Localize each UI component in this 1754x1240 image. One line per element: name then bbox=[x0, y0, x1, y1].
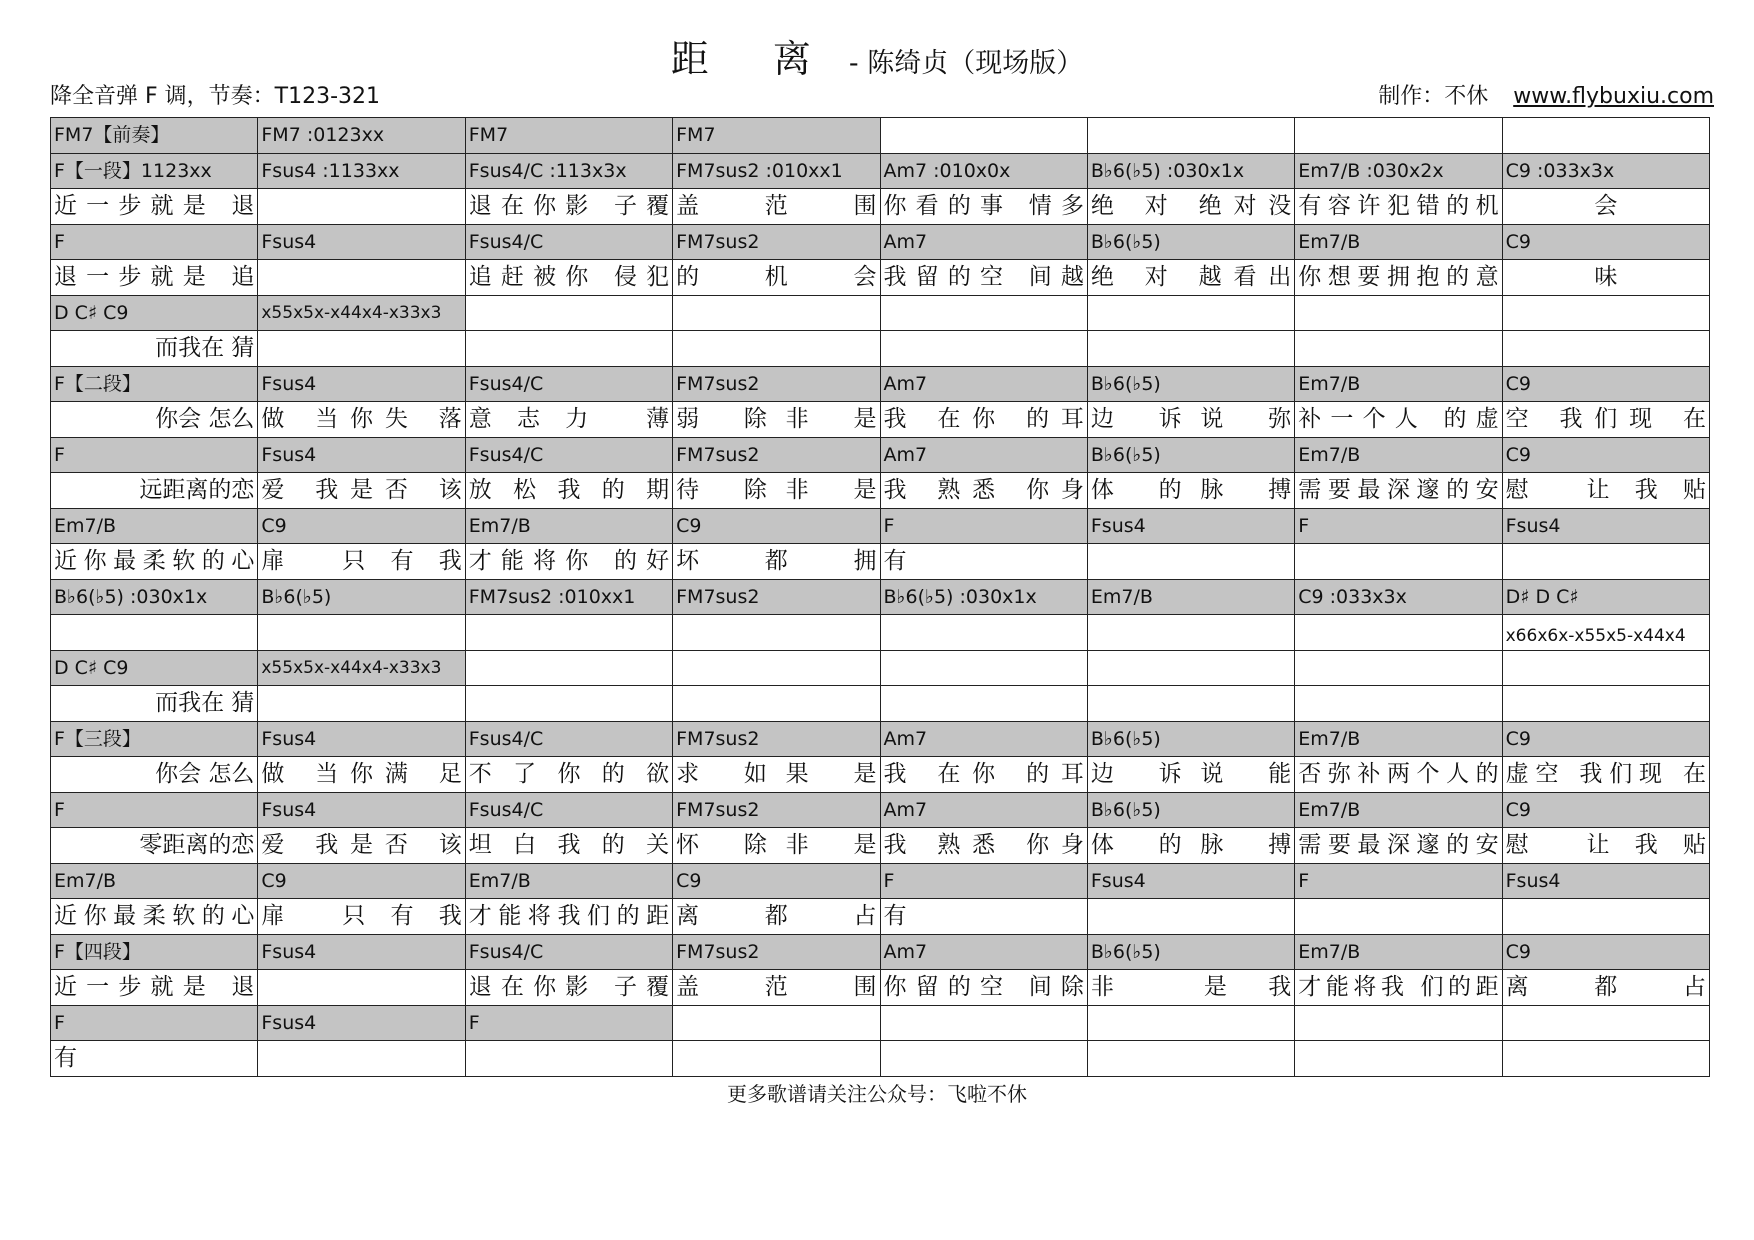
lyric-cell bbox=[1295, 615, 1502, 651]
lyric-cell: 边 诉说 弥 bbox=[1087, 402, 1294, 438]
chord-cell: Fsus4 :1133xx bbox=[258, 153, 465, 189]
lyric-cell bbox=[1295, 544, 1502, 580]
chord-cell: Fsus4/C bbox=[465, 792, 672, 828]
lyric-cell bbox=[673, 331, 880, 367]
lyric-cell bbox=[258, 1041, 465, 1077]
lyric-cell bbox=[1295, 686, 1502, 722]
chord-cell: FM7 bbox=[673, 118, 880, 154]
lyric-cell: 空 我们现 在 bbox=[1502, 402, 1709, 438]
lyric-cell bbox=[258, 970, 465, 1006]
lyric-cell: 近你最柔软的心 bbox=[51, 899, 258, 935]
lyric-cell: 追赶被你 侵犯 bbox=[465, 260, 672, 296]
lyric-cell: 意志力 薄 bbox=[465, 402, 672, 438]
chord-cell: F bbox=[880, 508, 1087, 544]
chord-row bbox=[51, 863, 1710, 899]
chord-row bbox=[51, 508, 1710, 544]
chord-cell: B♭6(♭5) bbox=[1087, 437, 1294, 473]
lyric-cell bbox=[1295, 899, 1502, 935]
lyric-cell bbox=[1295, 331, 1502, 367]
lyric-row bbox=[51, 473, 1710, 509]
lyric-cell: 放松我的期 bbox=[465, 473, 672, 509]
lyric-cell bbox=[1502, 1041, 1709, 1077]
chord-row bbox=[51, 792, 1710, 828]
chord-cell: F【三段】 bbox=[51, 721, 258, 757]
song-title bbox=[0, 34, 1754, 89]
lyric-cell: x66x6x-x55x5-x44x4 bbox=[1502, 615, 1709, 651]
lyric-cell: 做 当你满 足 bbox=[258, 757, 465, 793]
chord-cell: B♭6(♭5) bbox=[1087, 224, 1294, 260]
chord-cell: D C♯ C9 bbox=[51, 650, 258, 686]
lyric-cell: 待 除非 是 bbox=[673, 473, 880, 509]
lyric-cell: 绝 对 绝对没 bbox=[1087, 189, 1294, 225]
lyric-row bbox=[51, 189, 1710, 225]
chord-row bbox=[51, 224, 1710, 260]
lyric-cell: 扉 只有我 bbox=[258, 899, 465, 935]
chord-cell: Fsus4/C bbox=[465, 721, 672, 757]
lyric-cell: 慰 让我贴 bbox=[1502, 473, 1709, 509]
lyric-row bbox=[51, 1041, 1710, 1077]
author: 制作：不休 bbox=[1378, 84, 1489, 109]
chord-cell: Fsus4/C bbox=[465, 366, 672, 402]
chord-cell: Em7/B bbox=[1295, 934, 1502, 970]
chord-cell: FM7sus2 :010xx1 bbox=[465, 579, 672, 615]
lyric-cell bbox=[673, 1041, 880, 1077]
chord-cell bbox=[1087, 118, 1294, 154]
lyric-cell: 我 熟悉 你身 bbox=[880, 828, 1087, 864]
chord-cell: Am7 :010x0x bbox=[880, 153, 1087, 189]
chord-cell bbox=[1295, 650, 1502, 686]
lyric-cell: 非 是我 bbox=[1087, 970, 1294, 1006]
lyric-cell: 需要最深邃的安 bbox=[1295, 473, 1502, 509]
chord-cell: Em7/B :030x2x bbox=[1295, 153, 1502, 189]
chord-cell: F bbox=[51, 792, 258, 828]
chord-cell: Fsus4 bbox=[258, 1005, 465, 1041]
chord-row bbox=[51, 934, 1710, 970]
chord-cell: Fsus4 bbox=[1502, 863, 1709, 899]
lyric-cell: 退一步就是 追 bbox=[51, 260, 258, 296]
chord-cell: C9 :033x3x bbox=[1502, 153, 1709, 189]
lyric-cell: 体 的脉 搏 bbox=[1087, 473, 1294, 509]
lyric-cell: 退在你影 子覆 bbox=[465, 970, 672, 1006]
lyric-cell bbox=[258, 331, 465, 367]
chord-cell: B♭6(♭5) bbox=[1087, 721, 1294, 757]
chord-cell: B♭6(♭5) bbox=[1087, 934, 1294, 970]
lyric-cell: 才能将我们的距 bbox=[465, 899, 672, 935]
lyric-cell: 爱 我是否 该 bbox=[258, 473, 465, 509]
chord-cell bbox=[1502, 118, 1709, 154]
lyric-cell bbox=[258, 686, 465, 722]
lyric-cell bbox=[465, 686, 672, 722]
lyric-cell bbox=[1087, 1041, 1294, 1077]
lyric-cell bbox=[1502, 686, 1709, 722]
lyric-row bbox=[51, 260, 1710, 296]
lyric-cell: 虚空 我们现 在 bbox=[1502, 757, 1709, 793]
chord-cell bbox=[1295, 295, 1502, 331]
lyric-cell: 才能将我 们的距 bbox=[1295, 970, 1502, 1006]
lyric-cell bbox=[1087, 544, 1294, 580]
chord-cell bbox=[880, 650, 1087, 686]
lyric-cell: 你看的事 情多 bbox=[880, 189, 1087, 225]
chord-cell: F bbox=[1295, 508, 1502, 544]
chord-cell: B♭6(♭5) bbox=[1087, 792, 1294, 828]
lyric-row bbox=[51, 899, 1710, 935]
chord-cell: C9 bbox=[1502, 437, 1709, 473]
lyric-cell bbox=[880, 686, 1087, 722]
lyric-cell: 我 在你 的耳 bbox=[880, 757, 1087, 793]
chord-row bbox=[51, 118, 1710, 154]
chord-cell: Fsus4/C bbox=[465, 224, 672, 260]
lyric-cell bbox=[880, 331, 1087, 367]
lyric-cell bbox=[1087, 615, 1294, 651]
lyric-cell bbox=[880, 615, 1087, 651]
chord-cell: Fsus4/C bbox=[465, 437, 672, 473]
chord-cell bbox=[880, 1005, 1087, 1041]
chord-cell bbox=[465, 295, 672, 331]
lyric-cell bbox=[1502, 899, 1709, 935]
chord-cell: x55x5x-x44x4-x33x3 bbox=[258, 650, 465, 686]
chord-cell bbox=[1295, 1005, 1502, 1041]
chord-cell: Em7/B bbox=[1295, 792, 1502, 828]
lyric-cell bbox=[465, 331, 672, 367]
lyric-cell bbox=[673, 615, 880, 651]
chord-cell: FM7sus2 :010xx1 bbox=[673, 153, 880, 189]
lyric-cell bbox=[258, 189, 465, 225]
chord-cell: Em7/B bbox=[1087, 579, 1294, 615]
chord-cell: FM7sus2 bbox=[673, 721, 880, 757]
chord-cell: Am7 bbox=[880, 224, 1087, 260]
chord-cell: Am7 bbox=[880, 721, 1087, 757]
lyric-cell bbox=[465, 615, 672, 651]
chord-cell: C9 bbox=[1502, 224, 1709, 260]
lyric-cell: 有 bbox=[880, 544, 1087, 580]
chord-cell: C9 bbox=[258, 508, 465, 544]
lyric-cell: 退在你影 子覆 bbox=[465, 189, 672, 225]
chord-cell: F bbox=[51, 224, 258, 260]
chord-row bbox=[51, 437, 1710, 473]
lyric-row bbox=[51, 402, 1710, 438]
chord-cell bbox=[673, 650, 880, 686]
chord-cell: Em7/B bbox=[1295, 366, 1502, 402]
lyric-cell: 有 bbox=[51, 1041, 258, 1077]
chord-cell: Em7/B bbox=[1295, 721, 1502, 757]
chord-cell bbox=[673, 295, 880, 331]
chord-row bbox=[51, 366, 1710, 402]
lyric-cell bbox=[1087, 686, 1294, 722]
lyric-cell: 不了你的欲 bbox=[465, 757, 672, 793]
footer-note: 更多歌谱请关注公众号：飞啦不休 bbox=[727, 1082, 1027, 1106]
chord-cell: FM7sus2 bbox=[673, 437, 880, 473]
chord-cell: C9 bbox=[1502, 721, 1709, 757]
lyric-cell bbox=[1502, 331, 1709, 367]
chord-cell: C9 bbox=[1502, 792, 1709, 828]
key-rhythm-info: 降全音弹 F 调，节奏：T123-321 bbox=[50, 84, 381, 109]
chord-cell: F bbox=[880, 863, 1087, 899]
chord-cell: C9 :033x3x bbox=[1295, 579, 1502, 615]
chord-cell bbox=[465, 650, 672, 686]
lyric-cell: 的 机 会 bbox=[673, 260, 880, 296]
lyric-cell: 离 都 占 bbox=[673, 899, 880, 935]
lyric-cell bbox=[51, 615, 258, 651]
lyric-row bbox=[51, 544, 1710, 580]
chord-row bbox=[51, 721, 1710, 757]
chord-cell: F bbox=[51, 437, 258, 473]
chord-cell: Fsus4 bbox=[1087, 508, 1294, 544]
chord-cell: Em7/B bbox=[51, 508, 258, 544]
chord-cell: FM7【前奏】 bbox=[51, 118, 258, 154]
song-artist: - 陈绮贞（现场版） bbox=[848, 48, 1084, 79]
lyric-cell: 会 bbox=[1502, 189, 1709, 225]
lyric-cell: 我 熟悉 你身 bbox=[880, 473, 1087, 509]
chord-cell: Fsus4 bbox=[258, 224, 465, 260]
chord-cell: C9 bbox=[1502, 366, 1709, 402]
lyric-cell: 盖 范 围 bbox=[673, 189, 880, 225]
chord-chart-table bbox=[50, 117, 1710, 1077]
site-link[interactable]: www.flybuxiu.com bbox=[1513, 84, 1714, 109]
chord-row bbox=[51, 295, 1710, 331]
chord-cell bbox=[673, 1005, 880, 1041]
lyric-row bbox=[51, 331, 1710, 367]
chord-cell: B♭6(♭5) :030x1x bbox=[51, 579, 258, 615]
chord-cell: Fsus4 bbox=[258, 934, 465, 970]
chord-cell bbox=[1087, 650, 1294, 686]
chord-cell: D C♯ C9 bbox=[51, 295, 258, 331]
chord-row bbox=[51, 650, 1710, 686]
chord-cell: Am7 bbox=[880, 366, 1087, 402]
chord-cell bbox=[1502, 1005, 1709, 1041]
lyric-row bbox=[51, 757, 1710, 793]
chord-cell: B♭6(♭5) :030x1x bbox=[880, 579, 1087, 615]
lyric-cell: 扉 只有我 bbox=[258, 544, 465, 580]
chord-cell: F【一段】1123xx bbox=[51, 153, 258, 189]
lyric-cell: 爱 我是否 该 bbox=[258, 828, 465, 864]
lyric-cell bbox=[880, 1041, 1087, 1077]
lyric-cell: 有容许犯错的机 bbox=[1295, 189, 1502, 225]
song-name: 距 离 bbox=[670, 37, 837, 81]
lyric-cell: 你会 怎么 bbox=[51, 402, 258, 438]
lyric-cell: 盖 范 围 bbox=[673, 970, 880, 1006]
chord-cell: Em7/B bbox=[51, 863, 258, 899]
lyric-cell bbox=[258, 615, 465, 651]
chord-cell: B♭6(♭5) :030x1x bbox=[1087, 153, 1294, 189]
chord-cell: F【二段】 bbox=[51, 366, 258, 402]
lyric-cell: 零距离的恋 bbox=[51, 828, 258, 864]
chord-cell: F bbox=[1295, 863, 1502, 899]
lyric-cell: 我 在你 的耳 bbox=[880, 402, 1087, 438]
lyric-cell: 怀 除非 是 bbox=[673, 828, 880, 864]
chord-cell: C9 bbox=[673, 863, 880, 899]
chord-cell: Fsus4/C bbox=[465, 934, 672, 970]
lyric-cell: 而我在 猜 bbox=[51, 331, 258, 367]
chord-cell: Em7/B bbox=[465, 508, 672, 544]
chord-cell: Fsus4 bbox=[258, 366, 465, 402]
lyric-row bbox=[51, 686, 1710, 722]
chord-cell: D♯ D C♯ bbox=[1502, 579, 1709, 615]
lyric-cell bbox=[1502, 544, 1709, 580]
chord-row bbox=[51, 579, 1710, 615]
lyric-cell: 近一步就是 退 bbox=[51, 189, 258, 225]
lyric-cell: 我留的空 间越 bbox=[880, 260, 1087, 296]
lyric-cell: 边 诉说 能 bbox=[1087, 757, 1294, 793]
lyric-cell bbox=[1295, 1041, 1502, 1077]
chord-cell: Fsus4 bbox=[258, 437, 465, 473]
chord-cell: FM7sus2 bbox=[673, 366, 880, 402]
lyric-row bbox=[51, 615, 1710, 651]
chord-cell: Em7/B bbox=[1295, 224, 1502, 260]
lyric-row bbox=[51, 828, 1710, 864]
chord-cell: C9 bbox=[673, 508, 880, 544]
chord-cell: FM7sus2 bbox=[673, 579, 880, 615]
chord-row bbox=[51, 1005, 1710, 1041]
chord-cell: Em7/B bbox=[1295, 437, 1502, 473]
lyric-cell bbox=[465, 1041, 672, 1077]
lyric-cell: 需要最深邃的安 bbox=[1295, 828, 1502, 864]
lyric-row bbox=[51, 970, 1710, 1006]
chord-cell: B♭6(♭5) bbox=[258, 579, 465, 615]
lyric-cell: 坏 都 拥 bbox=[673, 544, 880, 580]
lyric-cell: 弱 除非 是 bbox=[673, 402, 880, 438]
chord-cell: x55x5x-x44x4-x33x3 bbox=[258, 295, 465, 331]
lyric-cell bbox=[258, 260, 465, 296]
chord-cell: Am7 bbox=[880, 792, 1087, 828]
chord-cell: F bbox=[51, 1005, 258, 1041]
lyric-cell: 补一个人 的虚 bbox=[1295, 402, 1502, 438]
lyric-cell: 求 如果 是 bbox=[673, 757, 880, 793]
credits bbox=[1378, 82, 1714, 112]
lyric-cell: 体 的脉 搏 bbox=[1087, 828, 1294, 864]
chord-cell: Fsus4 bbox=[258, 792, 465, 828]
lyric-cell: 而我在 猜 bbox=[51, 686, 258, 722]
lyric-cell bbox=[673, 686, 880, 722]
lyric-cell: 有 bbox=[880, 899, 1087, 935]
chord-cell: FM7sus2 bbox=[673, 792, 880, 828]
chord-cell: C9 bbox=[1502, 934, 1709, 970]
chord-cell: Fsus4 bbox=[258, 721, 465, 757]
lyric-cell: 远距离的恋 bbox=[51, 473, 258, 509]
lyric-cell bbox=[1087, 331, 1294, 367]
chord-cell: FM7sus2 bbox=[673, 224, 880, 260]
chord-cell: Fsus4/C :113x3x bbox=[465, 153, 672, 189]
chord-cell: F bbox=[465, 1005, 672, 1041]
lyric-cell: 慰 让我贴 bbox=[1502, 828, 1709, 864]
chord-cell: Am7 bbox=[880, 437, 1087, 473]
chord-cell bbox=[880, 295, 1087, 331]
chord-cell bbox=[1087, 1005, 1294, 1041]
lyric-cell: 味 bbox=[1502, 260, 1709, 296]
lyric-cell: 做 当你失 落 bbox=[258, 402, 465, 438]
chord-cell: Em7/B bbox=[465, 863, 672, 899]
chord-cell bbox=[1295, 118, 1502, 154]
lyric-cell: 绝 对 越看出 bbox=[1087, 260, 1294, 296]
chord-cell: FM7sus2 bbox=[673, 934, 880, 970]
chord-cell bbox=[1087, 295, 1294, 331]
chord-cell: F【四段】 bbox=[51, 934, 258, 970]
lyric-cell: 近一步就是 退 bbox=[51, 970, 258, 1006]
lyric-cell: 才能将你 的好 bbox=[465, 544, 672, 580]
chord-cell: B♭6(♭5) bbox=[1087, 366, 1294, 402]
chord-cell: FM7 bbox=[465, 118, 672, 154]
chord-cell: Fsus4 bbox=[1087, 863, 1294, 899]
lyric-cell: 你会 怎么 bbox=[51, 757, 258, 793]
chord-cell bbox=[880, 118, 1087, 154]
chord-cell: C9 bbox=[258, 863, 465, 899]
chord-row bbox=[51, 153, 1710, 189]
chord-cell: Am7 bbox=[880, 934, 1087, 970]
lyric-cell: 离 都 占 bbox=[1502, 970, 1709, 1006]
lyric-cell: 否弥补两个人的 bbox=[1295, 757, 1502, 793]
lyric-cell: 近你最柔软的心 bbox=[51, 544, 258, 580]
lyric-cell: 你想要拥抱的意 bbox=[1295, 260, 1502, 296]
chord-cell: FM7 :0123xx bbox=[258, 118, 465, 154]
lyric-cell bbox=[1087, 899, 1294, 935]
chord-cell bbox=[1502, 295, 1709, 331]
chord-cell bbox=[1502, 650, 1709, 686]
lyric-cell: 你留的空 间除 bbox=[880, 970, 1087, 1006]
lyric-cell: 坦白我的关 bbox=[465, 828, 672, 864]
chord-cell: Fsus4 bbox=[1502, 508, 1709, 544]
